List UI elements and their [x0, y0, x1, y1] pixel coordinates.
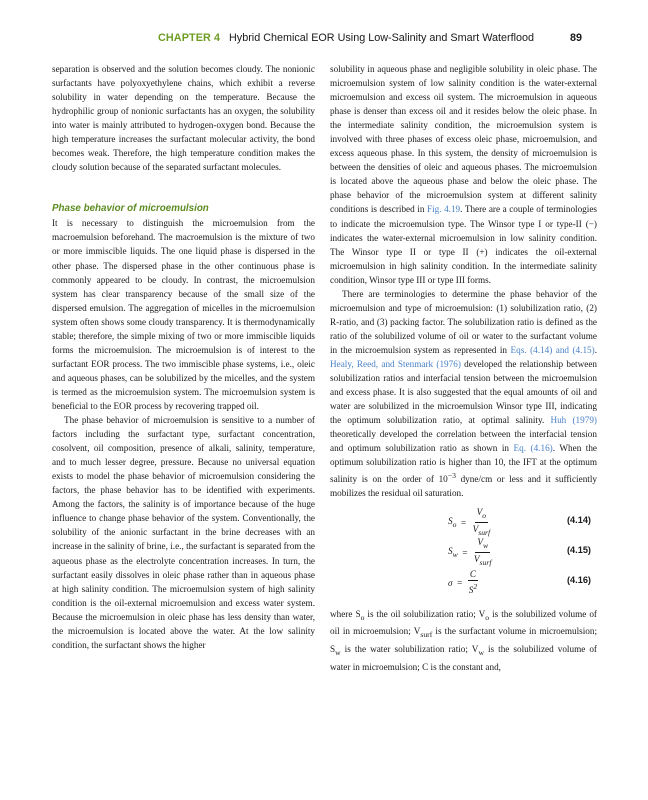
paragraph: There are terminologies to determine the phase behavior of the microemulsion and type of microemulsion: (1) solubilization ratio, (2) R-ratio, and (3) packing factor. The solubilization ratio is defined as the ratio of the solubilized volume of oil or water to the surfactant volume in the microemulsion system as represented in Eqs. (4.14) and (4.15). Healy, Reed, and Stenmark (1976) developed the relationship between solubilization ratios and interfacial tension between the microemulsion and excess phase. It is also suggested that the equal amounts of oil and water are solubilized in the microemulsion Winsor type III, indicating the optimum solubilization ratio, at optimal salinity. Huh (1979) theoretically developed the correlation between the interfacial tension and optimum solubilization ratio as shown in Eq. (4.16). When the optimum solubilization ratio is higher than 10, the IFT at the optimum salinity is on the order of $10^{-3}$ dyne/cm or less and it sufficiently mobilizes the residual oil saturation.	[330, 288, 598, 499]
equation-4-14: $S_o$ = $\frac{V_o}{V_{surf}}$ (4.14)	[448, 507, 591, 537]
equation-4-16: σ = $\frac{C}{S^2}$ (4.16)	[448, 569, 591, 596]
equation-number: (4.15)	[566, 544, 591, 555]
equation-number: (4.16)	[566, 574, 591, 585]
citation-link-healy[interactable]: Healy, Reed, and Stenmark (1976)	[330, 358, 461, 369]
figure-link[interactable]: Fig. 4.19	[426, 204, 461, 215]
equation-link[interactable]: Eq. (4.16)	[513, 443, 553, 454]
page-number: 89	[570, 32, 583, 44]
chapter-label: CHAPTER 4	[158, 32, 221, 44]
equation-link[interactable]: Eqs. (4.14) and (4.15)	[510, 344, 595, 355]
citation-link-huh[interactable]: Huh (1979)	[550, 415, 597, 426]
paragraph: The phase behavior of microemulsion is sensitive to a number of factors including the surfactant type, surfactant concentration, cosolvent, oil composition, presence of alkali, salinity, temperature, and to much lesser degree, pressure. Because no universal equation exists to model the phase behavior of microemulsion considering the factors, the phase behavior has to be identified with experiments. Among the factors, the salinity is of importance because of the huge influence to change phase behavior of the system. Conventionally, the solubility of the anionic surfactant in the brine decreases with an increase in the salinity of brine, i.e., the surfactant is separated from the aqueous phase as the electrolyte concentration increases. In turn, the surfactant easily dissolves in oleic phase rather than in aqueous phase at high salinity condition. The microemulsion system of high salinity condition is the oil-external microemulsion and excess water system. Because the microemulsion in oleic phase has less density than water, the microemulsion is located above the water. At the low salinity condition, the surfactant shows the higher	[52, 415, 315, 650]
paragraph: solubility in aqueous phase and negligible solubility in oleic phase. The microemulsion system of low salinity condition is the water-external microemulsion and excess oil system. The microemulsion in aqueous phase is denser than excess oil and it resides below the oleic phase. In the intermediate salinity condition, the microemulsion system is involved with three phases of excess oleic phase, microemulsion, and excess aqueous phase. In this system, the density of microemulsion is between the densities of oleic and aqueous phases. The microemulsion is located above the aqueous phase and below the oleic phase. The phase behavior of the microemulsion system at different salinity conditions is described in Fig. 4.19. There are a couple of terminologies to indicate the microemulsion type. The Winsor type I or type-II (−) indicates the water-external microemulsion in low salinity condition. The Winsor type II or type II (+) indicates the oil-external microemulsion in high salinity condition. In the intermediate salinity condition, Winsor type III or type III forms.	[330, 64, 597, 285]
paragraph: separation is observed and the solution becomes cloudy. The nonionic surfactants have polyoxyethylene chains, which exhibit a reverse solubility in water depending on the temperature. Because the hydrophilic group of nonionic surfactants has an oxygen, the solubility into water is mainly attributed to hydrogen-oxygen bond. Because the high temperature increases the surfactant molecular activity, the bond becomes weak. Therefore, the high temperature condition makes the cloudy solution because of the separated surfactant molecules.	[52, 64, 315, 173]
paragraph: It is necessary to distinguish the microemulsion from the macroemulsion beforehand. The macroemulsion is the mixture of two or more immiscible liquids. The one liquid phase is dispersed in the other phase. The dispersed phase in the other continuous phase is commonly appeared to be cloudy. In contrast, the microemulsion system has clear transparency because of the small size of the dispersed emulsion. The aggregation of micelles in the microemulsion system often shows some cloudy transparency. It is thermodynamically stable; therefore, the simple mixing of two or more immiscible liquids forms the microemulsion. The microemulsion is of interest to the surfactant EOR process. The two immiscible phase systems, i.e., oleic and aqueous phases, can be solubilized by the micelles, and the system is termed as the microemulsion system. The microemulsion system is beneficial to the EOR process by recovering trapped oil.	[52, 218, 315, 411]
section-heading: Phase behavior of microemulsion	[52, 203, 209, 215]
equation-number: (4.14)	[566, 514, 591, 525]
left-column	[52, 62, 315, 652]
paragraph: where $S_o$ is the oil solubilization ratio; $V_o$ is the solubilized volume of oil in microemulsion; $V_{surf}$ is the surfactant volume in microemulsion; $S_w$ is the water solubilization ratio; $V_w$ is the solubilized volume of water in microemulsion; C is the constant and,	[330, 608, 598, 673]
right-column	[330, 62, 597, 674]
running-header	[0, 32, 648, 50]
chapter-title: Hybrid Chemical EOR Using Low-Salinity and Smart Waterflood	[229, 32, 535, 44]
equation-4-15: $S_w$ = $\frac{V_w}{V_{surf}}$ (4.15)	[448, 537, 591, 567]
